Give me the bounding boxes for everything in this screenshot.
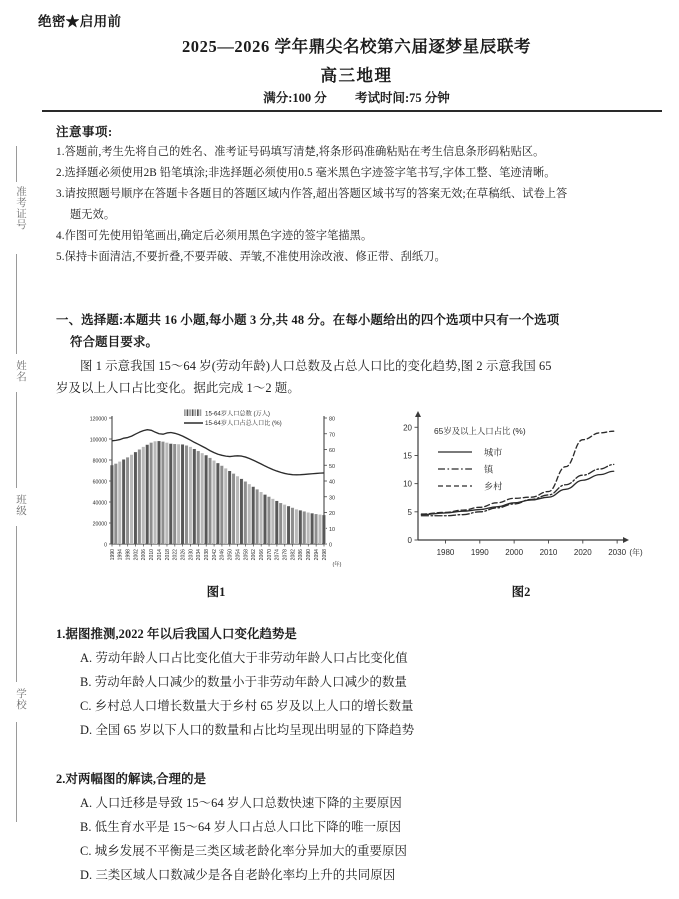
question-2-option-b[interactable]: B. 低生育水平是 15～64 岁人口占总人口比下降的唯一原因 bbox=[80, 820, 402, 834]
x-tick-label: 1994 bbox=[117, 549, 124, 561]
passage-stem bbox=[56, 355, 672, 399]
y-tick-label-right: 50 bbox=[329, 463, 335, 470]
seal-label-school: 学校 bbox=[15, 688, 26, 710]
bar bbox=[299, 510, 302, 544]
x-tick-label: 2020 bbox=[573, 548, 592, 557]
x-tick-label: 2006 bbox=[141, 549, 148, 561]
bar bbox=[267, 497, 270, 544]
figure-2-caption: 图2 bbox=[511, 585, 531, 599]
x-tick-label: 2034 bbox=[196, 549, 203, 561]
x-tick-label: 2026 bbox=[180, 549, 187, 561]
seal-line-segment bbox=[16, 254, 17, 354]
section-heading-choice bbox=[56, 309, 672, 353]
notice-block bbox=[56, 122, 668, 268]
question-2-option-c[interactable]: C. 城乡发展不平衡是三类区域老龄化率分异加大的重要原因 bbox=[80, 844, 408, 858]
notice-item: 4.作图可先使用铅笔画出,确定后必须用黑色字迹的签字笔描黑。 bbox=[56, 230, 373, 242]
legend-swatch-bar bbox=[187, 409, 189, 416]
question-1-stem: 1.据图推测,2022 年以后我国人口变化趋势是 bbox=[56, 627, 297, 641]
full-score-text: 满分:100 分 bbox=[263, 91, 327, 105]
bar bbox=[201, 453, 204, 544]
question-1-option-a[interactable]: A. 劳动年龄人口占比变化值大于非劳动年龄人口占比变化值 bbox=[80, 651, 408, 665]
legend-label-total: 15-64岁人口总数 (万人) bbox=[205, 410, 270, 418]
notice-item: 5.保持卡面清洁,不要折叠,不要弄破、弄皱,不准使用涂改液、修正带、刮纸刀。 bbox=[56, 251, 446, 263]
legend-swatch-bar bbox=[192, 409, 194, 416]
question-2 bbox=[56, 767, 672, 887]
legend-swatch-bar bbox=[184, 409, 186, 416]
x-tick-label: 2078 bbox=[282, 549, 289, 561]
duration-text: 考试时间:75 分钟 bbox=[355, 91, 450, 105]
x-tick-label: 2062 bbox=[251, 549, 258, 561]
bar bbox=[236, 476, 239, 544]
seal-label-name: 姓名 bbox=[15, 360, 26, 382]
y-tick-label-left: 0 bbox=[104, 542, 107, 549]
x-tick-label: 2038 bbox=[204, 549, 211, 561]
chart-elderly-share-by-region bbox=[376, 404, 666, 580]
bar bbox=[307, 513, 310, 545]
subject-title: 高三地理 bbox=[320, 66, 393, 85]
bar bbox=[212, 461, 215, 544]
x-tick-label: 2000 bbox=[505, 548, 524, 557]
y-axis-arrow-icon bbox=[415, 411, 421, 417]
seal-label-exam-number: 准考证号 bbox=[15, 186, 26, 230]
bar bbox=[220, 466, 223, 544]
x-tick-label: 2030 bbox=[608, 548, 627, 557]
bar bbox=[173, 444, 176, 544]
bar bbox=[287, 506, 290, 544]
question-2-option-d[interactable]: D. 三类区域人口数减少是各自老龄化率均上升的共同原因 bbox=[80, 868, 396, 882]
bar bbox=[138, 450, 141, 545]
legend-swatch-bar bbox=[197, 409, 199, 416]
bar bbox=[169, 444, 172, 544]
x-tick-label: 2070 bbox=[266, 549, 273, 561]
x-tick-label: 1980 bbox=[436, 548, 455, 557]
x-tick-label: 2046 bbox=[219, 549, 226, 561]
figure-1-caption: 图1 bbox=[206, 585, 226, 599]
x-tick-label: 1990 bbox=[109, 549, 116, 561]
seal-line-segment bbox=[16, 392, 17, 488]
y-tick-label-right: 10 bbox=[329, 526, 335, 533]
y-tick-label-right: 0 bbox=[329, 542, 332, 549]
bar bbox=[130, 455, 133, 544]
legend-label-1: 城市 bbox=[484, 447, 503, 458]
bar bbox=[157, 441, 160, 544]
section-heading-line2: 符合题目要求。 bbox=[70, 335, 159, 349]
figures-row bbox=[40, 404, 670, 614]
bar bbox=[185, 446, 188, 544]
bar bbox=[118, 462, 121, 544]
bar bbox=[150, 443, 153, 544]
x-tick-label: 2014 bbox=[156, 549, 163, 561]
y-tick-label-left: 100000 bbox=[89, 437, 107, 444]
passage-stem-line2: 岁及以上人口占比变化。据此完成 1～2 题。 bbox=[56, 381, 300, 395]
legend-label-share: 15-64岁人口占总人口比 (%) bbox=[205, 420, 282, 428]
x-tick-label: 2010 bbox=[149, 549, 156, 561]
y-tick-label-left: 120000 bbox=[89, 416, 107, 423]
seal-margin-column bbox=[0, 0, 34, 899]
bar bbox=[177, 444, 180, 544]
bar bbox=[142, 447, 145, 544]
x-tick-label: 2082 bbox=[290, 549, 297, 561]
seal-line-segment bbox=[16, 526, 17, 682]
bar bbox=[224, 468, 227, 544]
passage-stem-line1: 图 1 示意我国 15～64 岁(劳动年龄)人口总数及占总人口比的变化趋势,图 2 示意我国 65 bbox=[80, 359, 552, 373]
x-tick-label: 2094 bbox=[313, 549, 320, 561]
seal-label-class: 班级 bbox=[15, 494, 26, 516]
bar bbox=[146, 445, 149, 544]
notice-heading: 注意事项: bbox=[56, 125, 113, 139]
chart-population-total-and-share bbox=[66, 404, 366, 580]
x-axis-arrow-icon bbox=[623, 537, 629, 543]
y-tick-label-left: 60000 bbox=[92, 479, 107, 486]
y-tick-label-right: 80 bbox=[329, 416, 335, 423]
bar bbox=[260, 492, 263, 544]
x-tick-label: 2018 bbox=[164, 549, 171, 561]
question-2-option-a[interactable]: A. 人口迁移是导致 15～64 岁人口总数快速下降的主要原因 bbox=[80, 796, 402, 810]
legend-label-2: 镇 bbox=[484, 464, 494, 475]
exam-meta bbox=[34, 88, 679, 106]
notice-item: 2.选择题必须使用2B 铅笔填涂;非选择题必须使用0.5 毫米黑色字迹签字笔书写,字体工整、笔迹清晰。 bbox=[56, 167, 556, 179]
bar bbox=[322, 515, 325, 544]
bar bbox=[240, 479, 243, 544]
x-tick-label: 2050 bbox=[227, 549, 234, 561]
bar bbox=[161, 442, 164, 544]
y-tick-label-left: 80000 bbox=[92, 458, 107, 465]
seal-line-segment bbox=[16, 146, 17, 182]
legend-swatch-bar bbox=[200, 409, 202, 416]
notice-item: 3.请按照题号顺序在答题卡各题目的答题区域内作答,超出答题区域书写的答案无效;在草稿纸、试卷上答 bbox=[56, 188, 568, 200]
x-tick-label: 2098 bbox=[321, 549, 328, 561]
bar bbox=[165, 443, 168, 544]
bar bbox=[279, 503, 282, 544]
x-tick-label: 2074 bbox=[274, 549, 281, 561]
bar bbox=[311, 513, 314, 544]
notice-item: 1.答题前,考生先将自己的姓名、准考证号码填写清楚,将条形码准确粘贴在考生信息条形码粘贴区。 bbox=[56, 146, 545, 158]
series-line-rural bbox=[421, 431, 613, 514]
y-tick-label-right: 60 bbox=[329, 448, 335, 455]
x-tick-label: 2086 bbox=[298, 549, 305, 561]
question-1-option-c[interactable]: C. 乡村总人口增长数量大于乡村 65 岁及以上人口的增长数量 bbox=[80, 699, 414, 713]
bar bbox=[263, 495, 266, 544]
x-tick-label: 2042 bbox=[211, 549, 218, 561]
x-tick-label: 2030 bbox=[188, 549, 195, 561]
y-tick-label: 0 bbox=[407, 536, 412, 545]
x-tick-label: 2090 bbox=[306, 549, 313, 561]
y-tick-label: 10 bbox=[403, 479, 412, 489]
question-1 bbox=[56, 622, 672, 742]
bar bbox=[216, 463, 219, 544]
bar bbox=[315, 514, 318, 544]
section-heading-line1: 一、选择题:本题共 16 小题,每小题 3 分,共 48 分。在每小题给出的四个选项中只有一个选项 bbox=[56, 313, 560, 327]
y-tick-label-right: 20 bbox=[329, 511, 335, 518]
bar bbox=[209, 458, 212, 544]
figure-2 bbox=[376, 404, 666, 599]
legend-swatch-bar bbox=[194, 409, 196, 416]
bar bbox=[303, 511, 306, 544]
question-1-option-d[interactable]: D. 全国 65 岁以下人口的数量和占比均呈现出明显的下降趋势 bbox=[80, 723, 415, 737]
bar bbox=[318, 515, 321, 544]
bar bbox=[295, 509, 298, 544]
bar bbox=[126, 457, 129, 544]
bar bbox=[271, 499, 274, 544]
y-tick-label-right: 30 bbox=[329, 495, 335, 502]
bar bbox=[197, 451, 200, 544]
x-axis-label: (年) bbox=[629, 548, 643, 557]
question-1-option-b[interactable]: B. 劳动年龄人口减少的数量小于非劳动年龄人口减少的数量 bbox=[80, 675, 408, 689]
bar bbox=[154, 441, 157, 544]
y-tick-label-right: 40 bbox=[329, 479, 335, 486]
x-tick-label: 2066 bbox=[258, 549, 265, 561]
confidential-notice: 绝密★启用前 bbox=[38, 14, 122, 29]
x-tick-label: 2002 bbox=[133, 549, 140, 561]
bar bbox=[248, 484, 251, 544]
x-tick-label: 1998 bbox=[125, 549, 132, 561]
bar bbox=[283, 505, 286, 544]
bar bbox=[181, 444, 184, 544]
bar bbox=[189, 447, 192, 544]
series-line-town bbox=[421, 464, 613, 515]
exam-paper-page bbox=[34, 0, 679, 899]
bar bbox=[114, 464, 117, 544]
bar bbox=[134, 452, 137, 544]
bar bbox=[291, 508, 294, 544]
figure-1 bbox=[66, 404, 366, 599]
bar bbox=[122, 459, 125, 544]
y-tick-label: 15 bbox=[403, 451, 412, 461]
x-axis-label: (年) bbox=[332, 562, 342, 568]
series-line-urban bbox=[421, 471, 613, 514]
bar bbox=[252, 487, 255, 544]
bar bbox=[244, 482, 247, 544]
bar bbox=[205, 455, 208, 544]
chart-annotation: 65岁及以上人口占比 (%) bbox=[434, 426, 526, 436]
y-tick-label: 20 bbox=[403, 423, 412, 433]
notice-item-continuation: 题无效。 bbox=[70, 209, 116, 221]
bar bbox=[232, 474, 235, 544]
y-tick-label: 5 bbox=[407, 507, 412, 517]
bar bbox=[228, 471, 231, 544]
x-tick-label: 2022 bbox=[172, 549, 179, 561]
x-tick-label: 2010 bbox=[539, 548, 558, 557]
x-tick-label: 2054 bbox=[235, 549, 242, 561]
legend-swatch-bar bbox=[189, 409, 191, 416]
bar bbox=[256, 489, 259, 544]
x-tick-label: 2058 bbox=[243, 549, 250, 561]
y-tick-label-left: 20000 bbox=[92, 521, 107, 528]
seal-line-segment bbox=[16, 722, 17, 822]
y-tick-label-right: 70 bbox=[329, 432, 335, 439]
x-tick-label: 1990 bbox=[470, 548, 489, 557]
y-tick-label-left: 40000 bbox=[92, 500, 107, 507]
header-divider bbox=[42, 110, 662, 112]
question-2-stem: 2.对两幅图的解读,合理的是 bbox=[56, 772, 207, 786]
bar bbox=[193, 449, 196, 544]
legend-label-3: 乡村 bbox=[484, 481, 503, 492]
bar bbox=[275, 501, 278, 544]
bar bbox=[110, 465, 113, 544]
page-title: 2025—2026 学年鼎尖名校第六届逐梦星辰联考 bbox=[181, 37, 532, 56]
